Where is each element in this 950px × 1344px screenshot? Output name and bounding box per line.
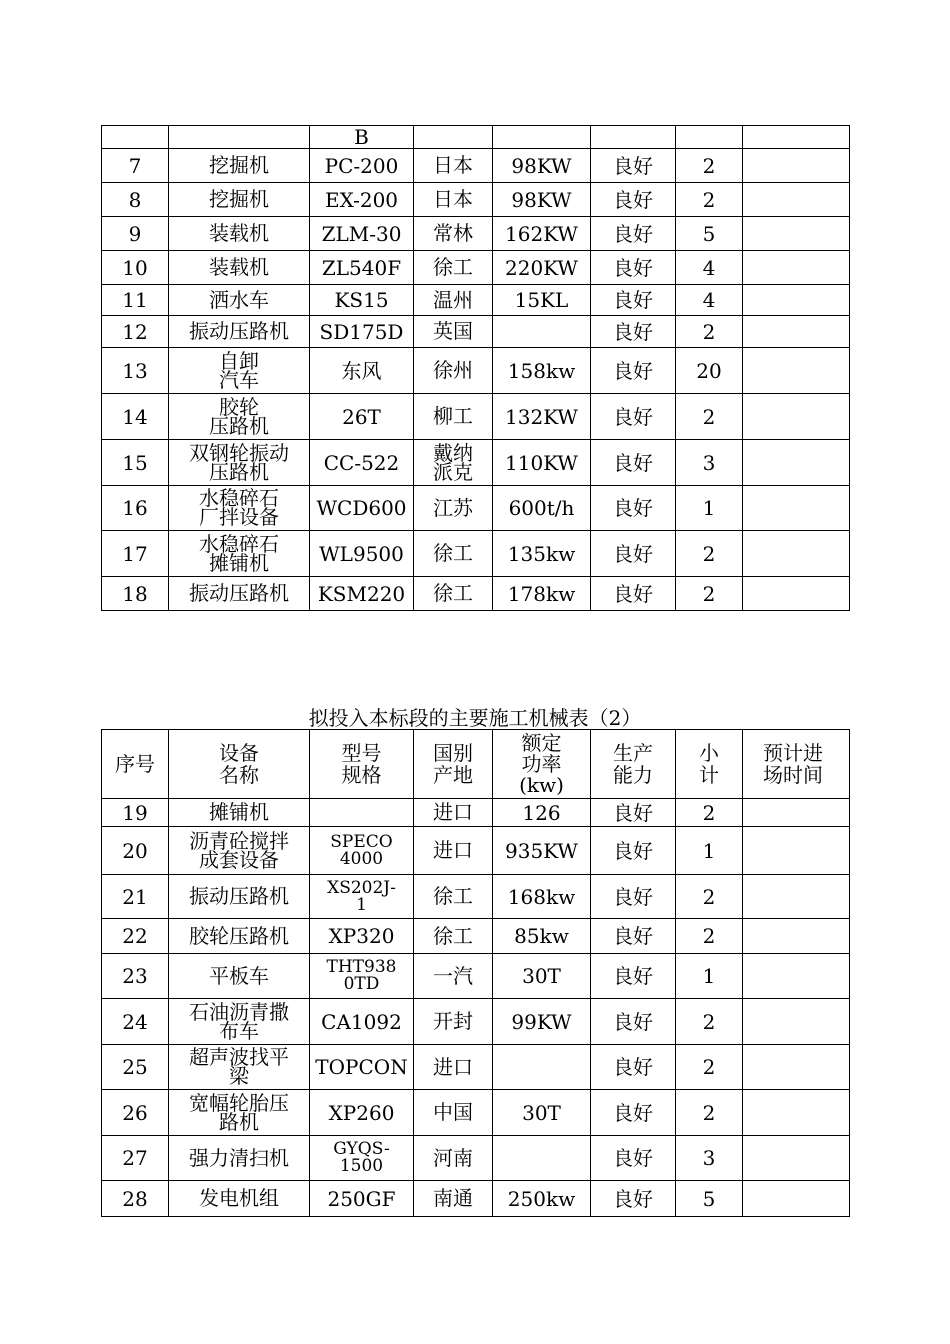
cell-time xyxy=(743,126,850,149)
cell-no: 27 xyxy=(102,1136,169,1181)
cell-model: KSM220 xyxy=(310,577,414,611)
table-row xyxy=(102,440,850,486)
cell-qty: 2 xyxy=(676,394,743,440)
cell-name: 装载机 xyxy=(169,251,310,285)
cell-name: 水稳碎石 厂拌设备 xyxy=(169,486,310,531)
cell-capacity: 良好 xyxy=(591,251,676,285)
cell-time xyxy=(743,1045,850,1090)
cell-capacity: 良好 xyxy=(591,1136,676,1181)
machinery-table-2 xyxy=(101,729,850,1217)
cell-power: 30T xyxy=(493,1090,591,1136)
cell-origin: 徐工 xyxy=(414,875,493,919)
cell-qty xyxy=(676,126,743,149)
cell-capacity: 良好 xyxy=(591,217,676,251)
cell-time xyxy=(743,577,850,611)
cell-model: ZLM-30 xyxy=(310,217,414,251)
cell-time xyxy=(743,827,850,875)
cell-qty: 2 xyxy=(676,183,743,217)
table-row xyxy=(102,577,850,611)
cell-capacity: 良好 xyxy=(591,285,676,316)
cell-no: 18 xyxy=(102,577,169,611)
cell-model: KS15 xyxy=(310,285,414,316)
cell-qty: 2 xyxy=(676,1090,743,1136)
cell-power: 935KW xyxy=(493,827,591,875)
cell-no: 22 xyxy=(102,919,169,954)
cell-name: 双钢轮振动 压路机 xyxy=(169,440,310,486)
cell-qty: 1 xyxy=(676,954,743,999)
cell-qty: 4 xyxy=(676,251,743,285)
cell-name: 振动压路机 xyxy=(169,577,310,611)
cell-capacity: 良好 xyxy=(591,999,676,1045)
cell-no: 17 xyxy=(102,531,169,577)
cell-qty: 4 xyxy=(676,285,743,316)
table-row xyxy=(102,875,850,919)
cell-capacity: 良好 xyxy=(591,875,676,919)
cell-model: SD175D xyxy=(310,316,414,348)
header-origin: 国别 产地 xyxy=(414,730,493,799)
cell-origin: 江苏 xyxy=(414,486,493,531)
cell-origin: 开封 xyxy=(414,999,493,1045)
cell-power: 168kw xyxy=(493,875,591,919)
cell-model: ZL540F xyxy=(310,251,414,285)
header-time: 预计进 场时间 xyxy=(743,730,850,799)
cell-name xyxy=(169,126,310,149)
cell-name: 洒水车 xyxy=(169,285,310,316)
cell-name: 强力清扫机 xyxy=(169,1136,310,1181)
cell-capacity: 良好 xyxy=(591,149,676,183)
table-row xyxy=(102,827,850,875)
cell-origin: 进口 xyxy=(414,827,493,875)
cell-capacity: 良好 xyxy=(591,486,676,531)
machinery-table-continued xyxy=(101,125,850,611)
cell-origin: 日本 xyxy=(414,183,493,217)
cell-no: 16 xyxy=(102,486,169,531)
cell-power: 220KW xyxy=(493,251,591,285)
cell-origin: 一汽 xyxy=(414,954,493,999)
cell-name: 平板车 xyxy=(169,954,310,999)
table-row xyxy=(102,126,850,149)
cell-time xyxy=(743,1136,850,1181)
cell-power: 98KW xyxy=(493,183,591,217)
table-row xyxy=(102,531,850,577)
cell-qty: 2 xyxy=(676,531,743,577)
cell-model: CA1092 xyxy=(310,999,414,1045)
cell-model: PC-200 xyxy=(310,149,414,183)
cell-qty: 5 xyxy=(676,217,743,251)
cell-model: XP320 xyxy=(310,919,414,954)
cell-model: TOPCON xyxy=(310,1045,414,1090)
cell-power xyxy=(493,126,591,149)
table-row xyxy=(102,1181,850,1217)
cell-name: 自卸 汽车 xyxy=(169,348,310,394)
cell-time xyxy=(743,440,850,486)
table-row xyxy=(102,799,850,827)
cell-model: SPECO 4000 xyxy=(310,827,414,875)
cell-capacity: 良好 xyxy=(591,1045,676,1090)
table-row xyxy=(102,316,850,348)
table-row xyxy=(102,999,850,1045)
cell-origin: 徐工 xyxy=(414,919,493,954)
cell-power: 99KW xyxy=(493,999,591,1045)
cell-origin: 徐工 xyxy=(414,251,493,285)
cell-capacity: 良好 xyxy=(591,440,676,486)
cell-power xyxy=(493,316,591,348)
header-name: 设备 名称 xyxy=(169,730,310,799)
cell-name: 装载机 xyxy=(169,217,310,251)
cell-name: 沥青砼搅拌 成套设备 xyxy=(169,827,310,875)
cell-origin: 进口 xyxy=(414,799,493,827)
cell-time xyxy=(743,875,850,919)
cell-name: 水稳碎石 摊铺机 xyxy=(169,531,310,577)
cell-power: 85kw xyxy=(493,919,591,954)
table-row xyxy=(102,1136,850,1181)
table-row xyxy=(102,149,850,183)
cell-no: 23 xyxy=(102,954,169,999)
cell-model xyxy=(310,799,414,827)
cell-time xyxy=(743,1090,850,1136)
cell-no: 12 xyxy=(102,316,169,348)
cell-qty: 2 xyxy=(676,799,743,827)
cell-origin: 柳工 xyxy=(414,394,493,440)
cell-model: EX-200 xyxy=(310,183,414,217)
cell-power: 162KW xyxy=(493,217,591,251)
cell-time xyxy=(743,183,850,217)
cell-qty: 2 xyxy=(676,577,743,611)
cell-model: WCD600 xyxy=(310,486,414,531)
cell-origin: 日本 xyxy=(414,149,493,183)
cell-origin: 徐工 xyxy=(414,531,493,577)
cell-name: 挖掘机 xyxy=(169,183,310,217)
cell-no: 7 xyxy=(102,149,169,183)
cell-no: 11 xyxy=(102,285,169,316)
table-row xyxy=(102,919,850,954)
cell-power: 98KW xyxy=(493,149,591,183)
cell-model: B xyxy=(310,126,414,149)
cell-no: 8 xyxy=(102,183,169,217)
cell-qty: 2 xyxy=(676,875,743,919)
cell-capacity: 良好 xyxy=(591,348,676,394)
cell-model: XP260 xyxy=(310,1090,414,1136)
cell-time xyxy=(743,919,850,954)
cell-time xyxy=(743,999,850,1045)
cell-time xyxy=(743,149,850,183)
cell-name: 石油沥青撒 布车 xyxy=(169,999,310,1045)
cell-qty: 2 xyxy=(676,999,743,1045)
cell-no: 14 xyxy=(102,394,169,440)
cell-origin: 进口 xyxy=(414,1045,493,1090)
cell-time xyxy=(743,285,850,316)
cell-name: 超声波找平 梁 xyxy=(169,1045,310,1090)
cell-capacity: 良好 xyxy=(591,799,676,827)
cell-capacity xyxy=(591,126,676,149)
cell-origin: 中国 xyxy=(414,1090,493,1136)
cell-qty: 20 xyxy=(676,348,743,394)
cell-power: 110KW xyxy=(493,440,591,486)
cell-capacity: 良好 xyxy=(591,954,676,999)
cell-no: 26 xyxy=(102,1090,169,1136)
cell-model: CC-522 xyxy=(310,440,414,486)
cell-capacity: 良好 xyxy=(591,577,676,611)
cell-no: 10 xyxy=(102,251,169,285)
header-row xyxy=(102,730,850,799)
header-no: 序号 xyxy=(102,730,169,799)
table-row xyxy=(102,348,850,394)
cell-origin xyxy=(414,126,493,149)
cell-origin: 徐州 xyxy=(414,348,493,394)
cell-no: 9 xyxy=(102,217,169,251)
cell-power: 250kw xyxy=(493,1181,591,1217)
cell-capacity: 良好 xyxy=(591,827,676,875)
cell-time xyxy=(743,394,850,440)
cell-qty: 3 xyxy=(676,1136,743,1181)
cell-qty: 5 xyxy=(676,1181,743,1217)
table-row xyxy=(102,183,850,217)
table-row xyxy=(102,394,850,440)
cell-capacity: 良好 xyxy=(591,531,676,577)
cell-name: 胶轮压路机 xyxy=(169,919,310,954)
cell-name: 振动压路机 xyxy=(169,875,310,919)
cell-power xyxy=(493,1136,591,1181)
cell-time xyxy=(743,1181,850,1217)
cell-no: 15 xyxy=(102,440,169,486)
header-power: 额定 功率 (kw) xyxy=(493,730,591,799)
cell-capacity: 良好 xyxy=(591,1181,676,1217)
table-title: 拟投入本标段的主要施工机械表（2） xyxy=(308,706,642,730)
cell-power: 135kw xyxy=(493,531,591,577)
cell-power: 126 xyxy=(493,799,591,827)
cell-name: 振动压路机 xyxy=(169,316,310,348)
cell-qty: 1 xyxy=(676,486,743,531)
cell-power: 178kw xyxy=(493,577,591,611)
header-qty: 小 计 xyxy=(676,730,743,799)
cell-model: 26T xyxy=(310,394,414,440)
table-row xyxy=(102,954,850,999)
cell-qty: 3 xyxy=(676,440,743,486)
cell-no: 24 xyxy=(102,999,169,1045)
cell-no: 13 xyxy=(102,348,169,394)
cell-name: 挖掘机 xyxy=(169,149,310,183)
cell-qty: 1 xyxy=(676,827,743,875)
cell-capacity: 良好 xyxy=(591,1090,676,1136)
cell-model: GYQS- 1500 xyxy=(310,1136,414,1181)
table-row xyxy=(102,1090,850,1136)
cell-time xyxy=(743,251,850,285)
cell-qty: 2 xyxy=(676,149,743,183)
cell-model: XS202J- 1 xyxy=(310,875,414,919)
cell-time xyxy=(743,348,850,394)
cell-name: 发电机组 xyxy=(169,1181,310,1217)
cell-model: WL9500 xyxy=(310,531,414,577)
cell-time xyxy=(743,954,850,999)
cell-time xyxy=(743,531,850,577)
cell-time xyxy=(743,486,850,531)
cell-capacity: 良好 xyxy=(591,919,676,954)
cell-model: 250GF xyxy=(310,1181,414,1217)
cell-name: 摊铺机 xyxy=(169,799,310,827)
cell-name: 宽幅轮胎压 路机 xyxy=(169,1090,310,1136)
cell-qty: 2 xyxy=(676,919,743,954)
cell-no: 20 xyxy=(102,827,169,875)
cell-time xyxy=(743,217,850,251)
cell-capacity: 良好 xyxy=(591,183,676,217)
header-capacity: 生产 能力 xyxy=(591,730,676,799)
cell-origin: 河南 xyxy=(414,1136,493,1181)
table-row xyxy=(102,251,850,285)
cell-origin: 常林 xyxy=(414,217,493,251)
cell-time xyxy=(743,799,850,827)
cell-no: 19 xyxy=(102,799,169,827)
cell-qty: 2 xyxy=(676,316,743,348)
cell-power: 15KL xyxy=(493,285,591,316)
cell-power xyxy=(493,1045,591,1090)
cell-model: THT938 0TD xyxy=(310,954,414,999)
cell-name: 胶轮 压路机 xyxy=(169,394,310,440)
cell-origin: 徐工 xyxy=(414,577,493,611)
table-row xyxy=(102,486,850,531)
cell-model: 东风 xyxy=(310,348,414,394)
cell-time xyxy=(743,316,850,348)
cell-no xyxy=(102,126,169,149)
cell-no: 21 xyxy=(102,875,169,919)
header-model: 型号 规格 xyxy=(310,730,414,799)
cell-power: 30T xyxy=(493,954,591,999)
table-row xyxy=(102,217,850,251)
cell-capacity: 良好 xyxy=(591,394,676,440)
cell-origin: 温州 xyxy=(414,285,493,316)
cell-qty: 2 xyxy=(676,1045,743,1090)
cell-origin: 英国 xyxy=(414,316,493,348)
cell-power: 132KW xyxy=(493,394,591,440)
cell-no: 25 xyxy=(102,1045,169,1090)
cell-capacity: 良好 xyxy=(591,316,676,348)
cell-no: 28 xyxy=(102,1181,169,1217)
cell-origin: 南通 xyxy=(414,1181,493,1217)
cell-power: 600t/h xyxy=(493,486,591,531)
table-row xyxy=(102,1045,850,1090)
table-row xyxy=(102,285,850,316)
cell-power: 158kw xyxy=(493,348,591,394)
cell-origin: 戴纳 派克 xyxy=(414,440,493,486)
